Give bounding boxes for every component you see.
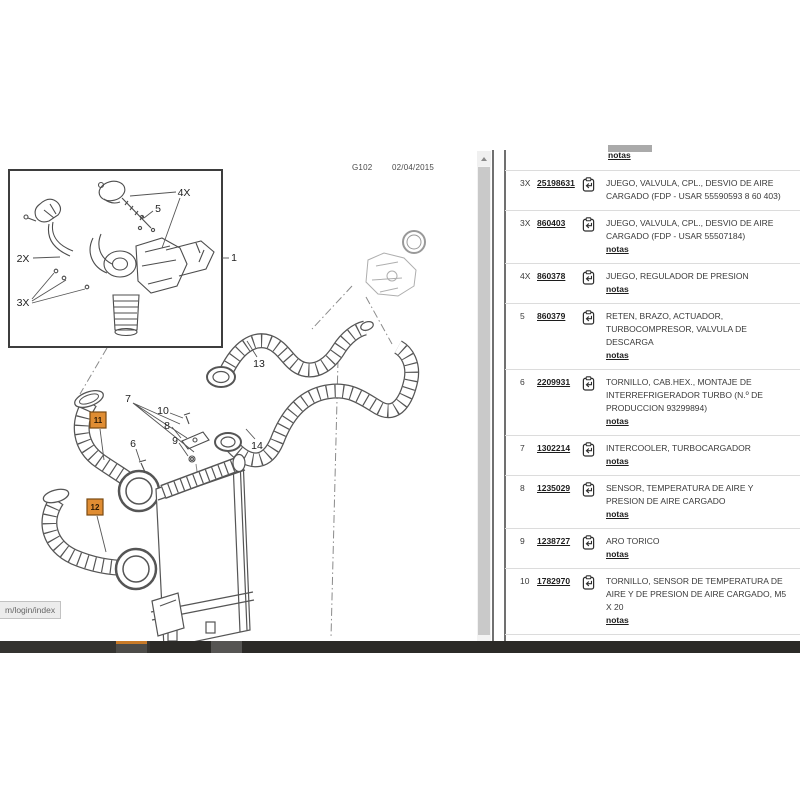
parts-list-row bbox=[505, 436, 800, 476]
callout-7[interactable]: 7 bbox=[125, 393, 131, 405]
notas-link[interactable]: notas bbox=[606, 416, 629, 426]
callout-9[interactable]: 9 bbox=[172, 435, 178, 447]
copy-to-list-icon[interactable] bbox=[582, 376, 606, 395]
part-description: RETEN, BRAZO, ACTUADOR, TURBOCOMPRESOR, VALVULA DE DESCARGA bbox=[606, 311, 747, 347]
notas-link[interactable]: notas bbox=[606, 456, 629, 466]
svg-text:12: 12 bbox=[90, 503, 100, 512]
notas-link[interactable]: notas bbox=[606, 615, 629, 625]
part-number-link[interactable]: 1302214 bbox=[537, 443, 571, 453]
taskbar[interactable] bbox=[0, 641, 800, 653]
diagram-pane bbox=[0, 145, 478, 641]
notas-link[interactable]: notas bbox=[606, 284, 629, 294]
callout-4X[interactable]: 4X bbox=[177, 187, 191, 199]
part-number-link[interactable]: 25198631 bbox=[537, 178, 575, 188]
part-description: JUEGO, VALVULA, CPL., DESVIO DE AIRE CARGADO (FDP - USAR 55507184) bbox=[606, 218, 774, 241]
callout-5[interactable]: 5 bbox=[155, 203, 161, 215]
parts-list-pane bbox=[505, 145, 800, 641]
svg-text:11: 11 bbox=[93, 416, 103, 425]
drawing-code: G102 bbox=[352, 163, 373, 172]
copy-to-list-icon[interactable] bbox=[582, 535, 606, 554]
part-number-link[interactable]: 860379 bbox=[537, 311, 566, 321]
parts-list-row bbox=[505, 304, 800, 370]
part-description: ARO TORICO bbox=[606, 536, 660, 546]
parts-list-row bbox=[505, 476, 800, 529]
copy-to-list-icon[interactable] bbox=[582, 482, 606, 501]
copy-to-list-icon[interactable] bbox=[582, 442, 606, 461]
callout-1[interactable]: 1 bbox=[231, 252, 237, 264]
callout-11-highlighted[interactable] bbox=[90, 412, 106, 428]
part-position: 10 bbox=[520, 576, 530, 586]
scrollbar-thumb[interactable] bbox=[478, 167, 490, 635]
taskbar-item[interactable] bbox=[211, 641, 242, 653]
copy-to-list-icon[interactable] bbox=[582, 270, 606, 289]
part-description: TORNILLO, SENSOR DE TEMPERATURA DE AIRE Y DE PRESION DE AIRE CARGADO, M5 X 20 bbox=[606, 576, 787, 612]
partial-row-top bbox=[505, 145, 800, 171]
vertical-scrollbar[interactable] bbox=[477, 151, 491, 641]
part-description: SENSOR, TEMPERATURA DE AIRE Y PRESION DE AIRE CARGADO bbox=[606, 483, 754, 506]
part-position: 5 bbox=[520, 311, 525, 321]
part-number-link[interactable]: 860403 bbox=[537, 218, 566, 228]
taskbar-active-item[interactable] bbox=[116, 641, 147, 653]
part-position: 3X bbox=[520, 178, 531, 188]
callout-2X[interactable]: 2X bbox=[16, 253, 30, 265]
part-position: 9 bbox=[520, 536, 525, 546]
parts-list-row bbox=[505, 264, 800, 304]
copy-to-list-icon[interactable] bbox=[582, 575, 606, 594]
notas-link[interactable]: notas bbox=[608, 150, 631, 160]
part-description: JUEGO, VALVULA, CPL., DESVIO DE AIRE CARGADO (FDP - USAR 55590593 8 60 403) bbox=[606, 178, 781, 201]
parts-list-rows bbox=[505, 171, 800, 635]
part-description: JUEGO, REGULADOR DE PRESION bbox=[606, 271, 749, 281]
callout-12-highlighted[interactable] bbox=[87, 499, 103, 515]
callout-3X[interactable]: 3X bbox=[16, 297, 30, 309]
notas-link[interactable]: notas bbox=[606, 549, 629, 559]
copy-to-list-icon[interactable] bbox=[582, 310, 606, 329]
pane-divider-left bbox=[492, 150, 494, 641]
part-description: INTERCOOLER, TURBOCARGADOR bbox=[606, 443, 751, 453]
engine-sketch bbox=[366, 253, 416, 296]
parts-list-row bbox=[505, 569, 800, 635]
parts-list-row bbox=[505, 370, 800, 436]
copy-to-list-icon[interactable] bbox=[582, 177, 606, 196]
copy-to-list-icon[interactable] bbox=[582, 217, 606, 236]
part-position: 8 bbox=[520, 483, 525, 493]
parts-list-row bbox=[505, 529, 800, 569]
part-number-link[interactable]: 2209931 bbox=[537, 377, 571, 387]
callout-10[interactable]: 10 bbox=[157, 405, 169, 417]
notas-link[interactable]: notas bbox=[606, 509, 629, 519]
hose-13-sketch bbox=[207, 320, 374, 387]
part-description: TORNILLO, CAB.HEX., MONTAJE DE INTERREFRIGERADOR TURBO (N.º DE PRODUCCION 93299894) bbox=[606, 377, 763, 413]
part-number-link[interactable]: 1235029 bbox=[537, 483, 571, 493]
notas-link[interactable]: notas bbox=[606, 350, 629, 360]
part-position: 3X bbox=[520, 218, 531, 228]
part-position: 4X bbox=[520, 271, 531, 281]
drawing-date: 02/04/2015 bbox=[392, 163, 435, 172]
callout-6[interactable]: 6 bbox=[130, 438, 136, 450]
part-position: 6 bbox=[520, 377, 525, 387]
hose-11-sketch bbox=[73, 387, 159, 511]
parts-list-row bbox=[505, 211, 800, 264]
callout-14[interactable]: 14 bbox=[251, 440, 263, 452]
notas-link[interactable]: notas bbox=[606, 244, 629, 254]
part-number-link[interactable]: 1782970 bbox=[537, 576, 571, 586]
o-ring-sketch bbox=[403, 231, 425, 253]
intercooler-sketch bbox=[151, 455, 254, 642]
callout-13[interactable]: 13 bbox=[253, 358, 265, 370]
part-number-link[interactable]: 1238727 bbox=[537, 536, 571, 546]
part-number-link[interactable]: 860378 bbox=[537, 271, 566, 281]
scrollbar-up-button[interactable] bbox=[477, 151, 491, 166]
exploded-view-drawing bbox=[0, 145, 478, 641]
callout-8[interactable]: 8 bbox=[164, 420, 170, 432]
status-url-tooltip: m/login/index bbox=[0, 601, 61, 619]
part-position: 7 bbox=[520, 443, 525, 453]
parts-list-row bbox=[505, 171, 800, 211]
